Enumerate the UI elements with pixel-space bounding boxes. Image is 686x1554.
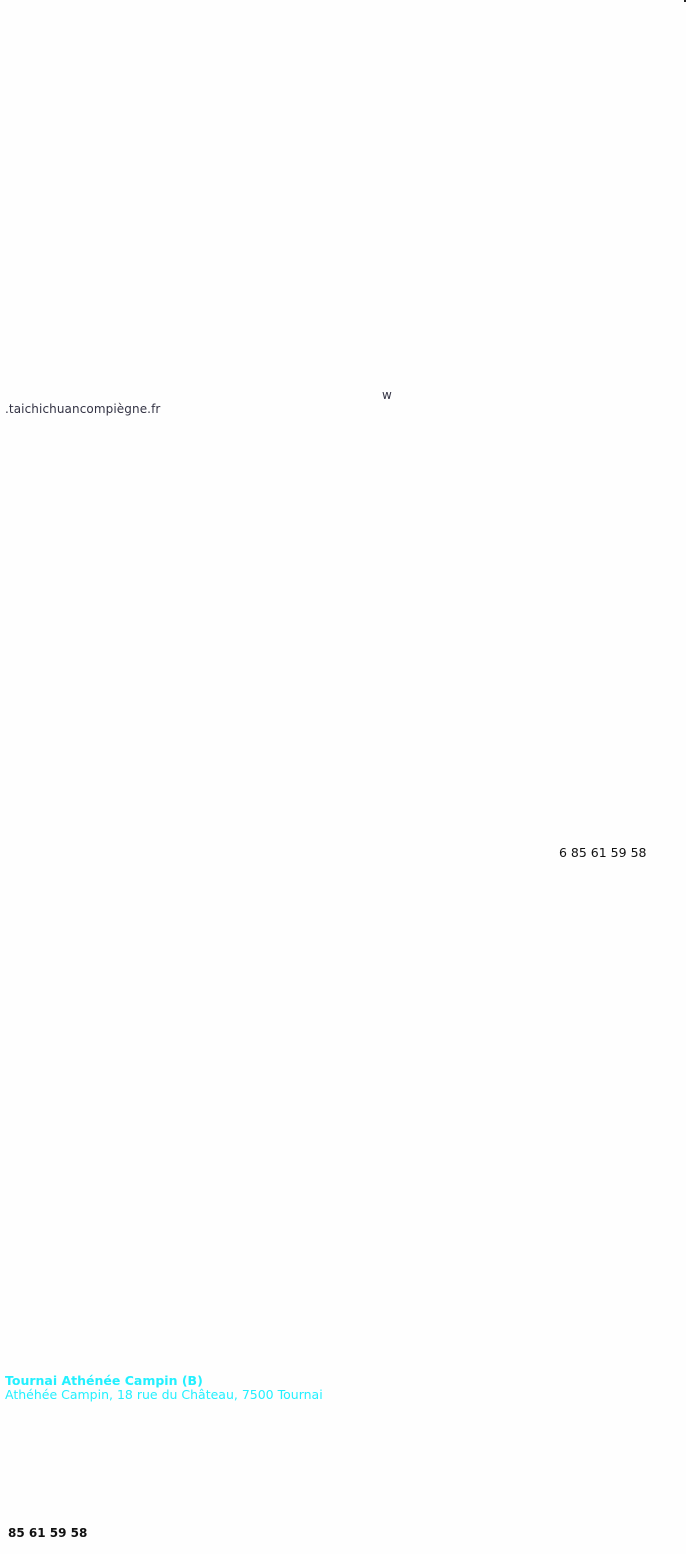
- venue-address: Athéhée Campin, 18 rue du Château, 7500 Tournai: [5, 1387, 323, 1402]
- website-url[interactable]: .taichichuancompiègne.fr: [5, 402, 161, 416]
- website-prefix: w: [382, 388, 392, 402]
- venue-title: Tournai Athénée Campin (B): [5, 1373, 203, 1388]
- phone-number: 6 85 61 59 58: [559, 845, 647, 860]
- venue-phone-number: 85 61 59 58: [8, 1526, 88, 1540]
